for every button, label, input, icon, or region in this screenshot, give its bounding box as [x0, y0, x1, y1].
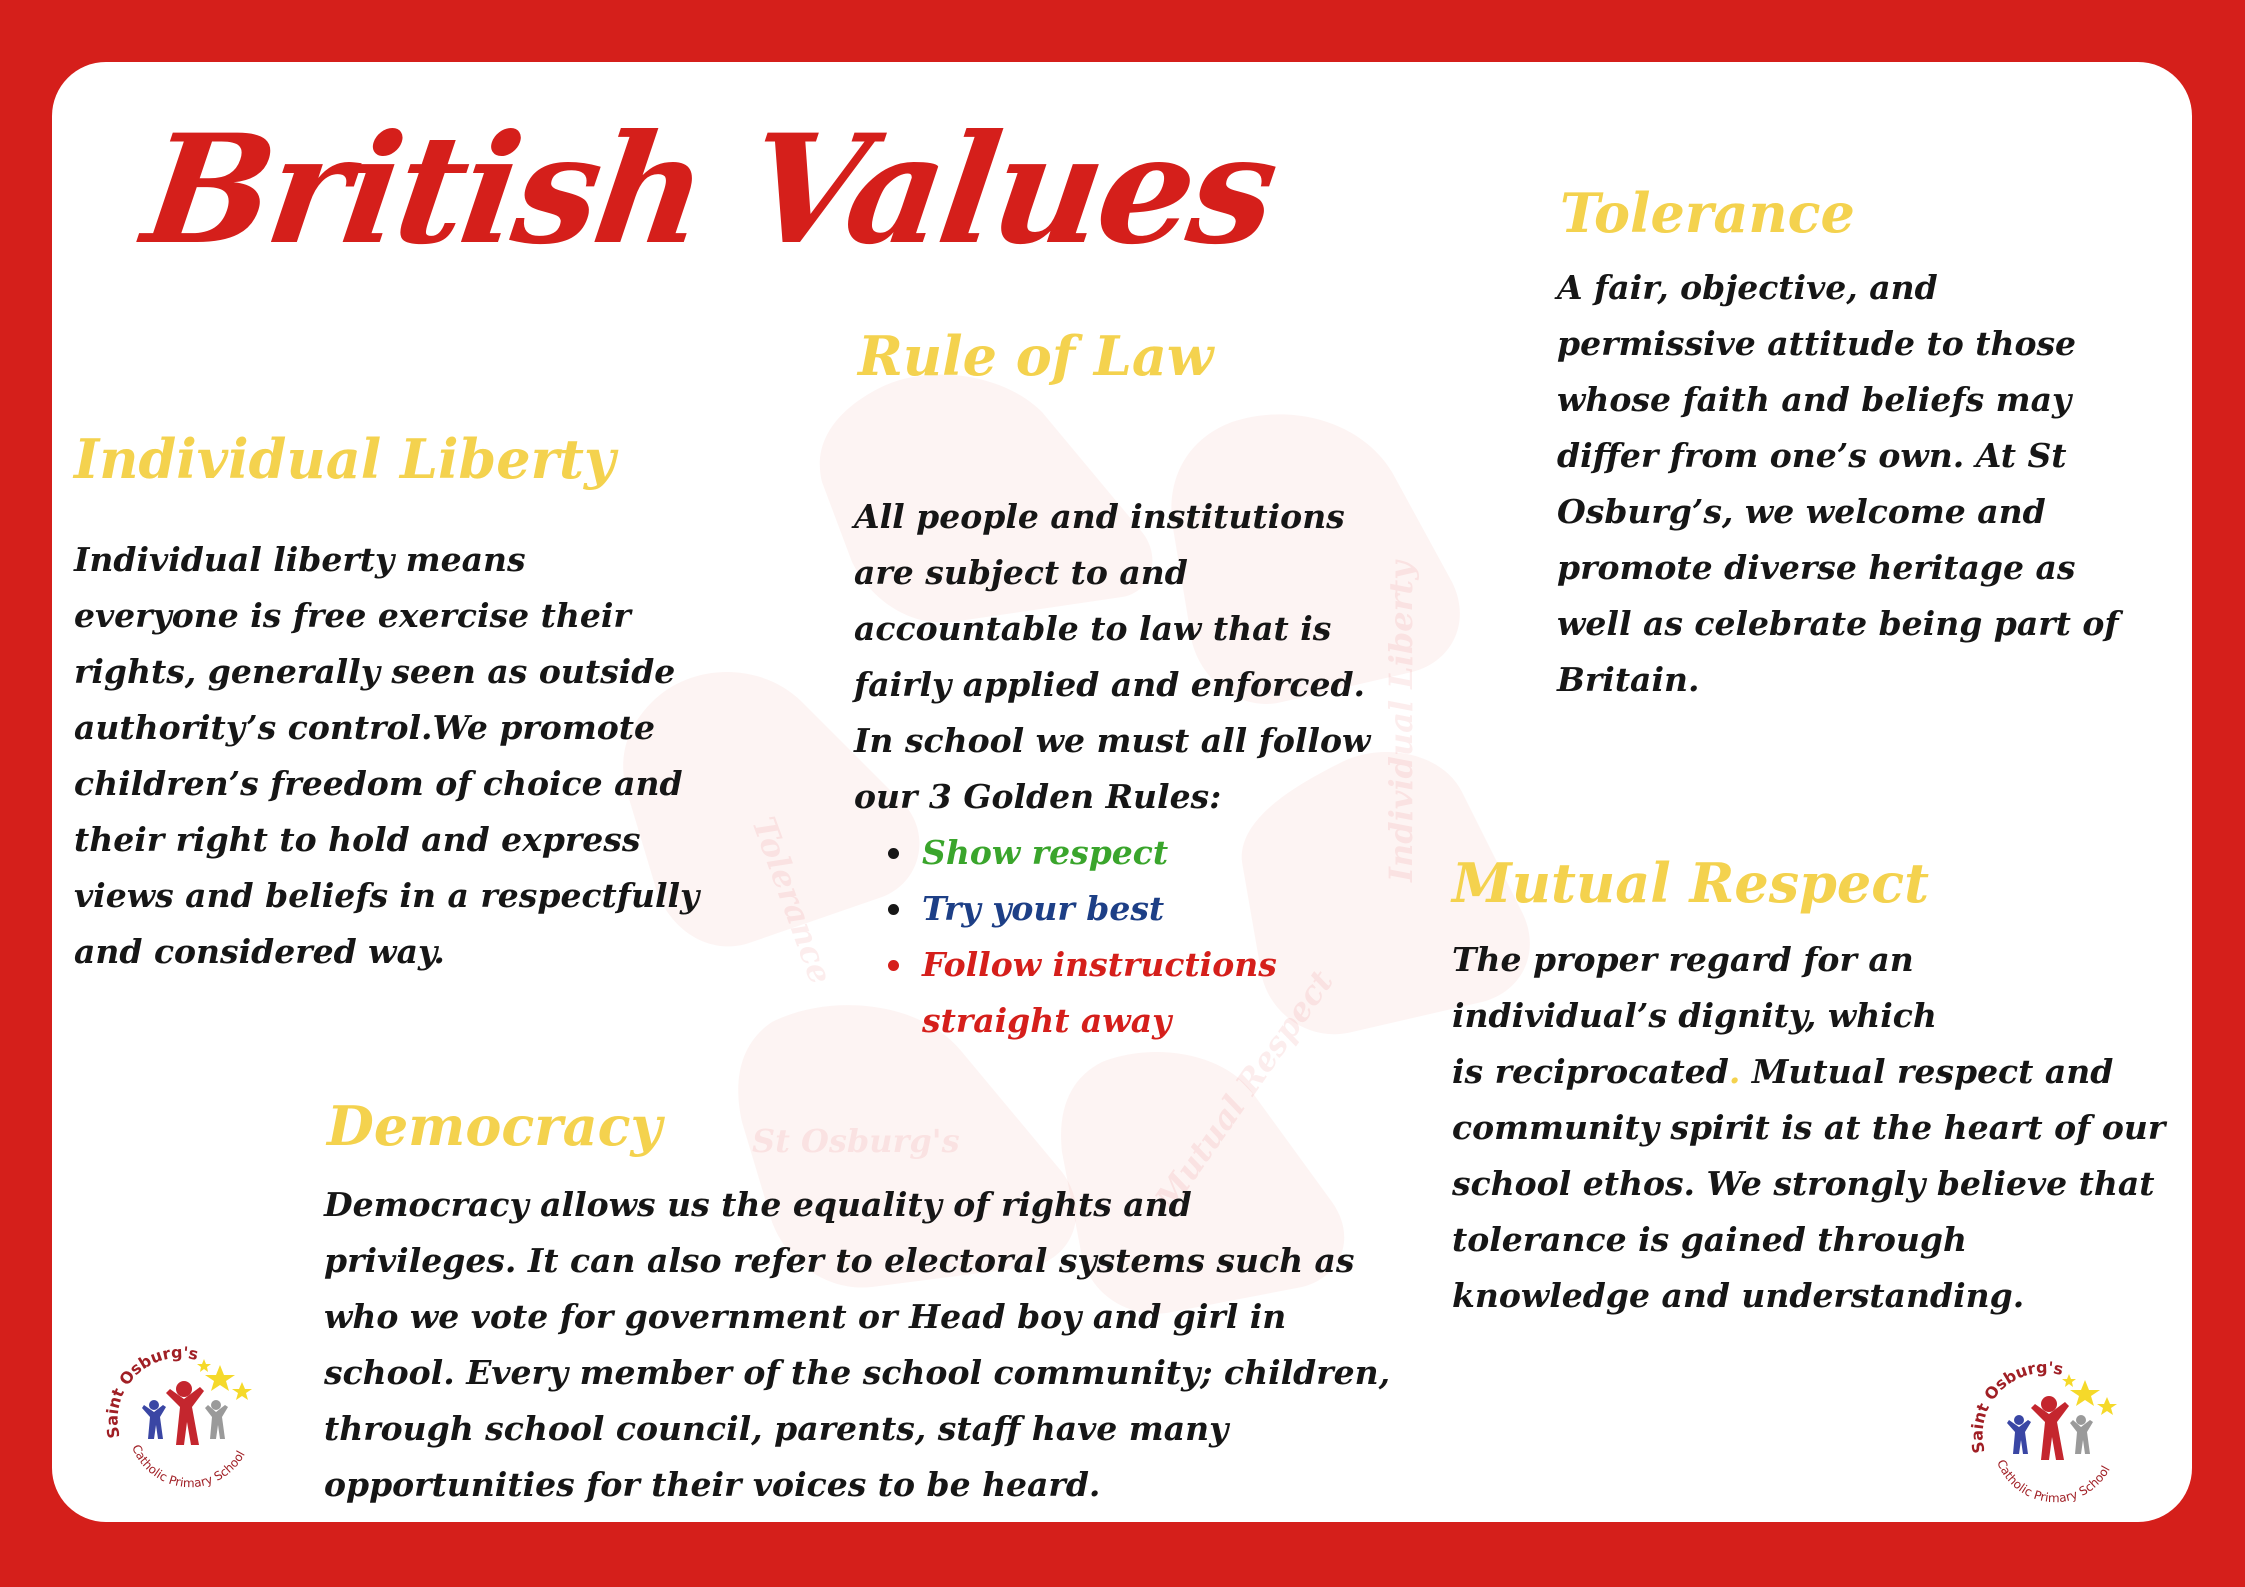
logo-sub-text: Catholic Primary School: [1994, 1457, 2113, 1506]
watermark-word: Individual Liberty: [1382, 561, 1420, 882]
star-icon: [2062, 1374, 2117, 1415]
rule-of-law-heading: Rule of Law: [858, 324, 1214, 388]
svg-text:Catholic Primary School: [1994, 1457, 2113, 1505]
golden-rule-item: Try your best: [854, 881, 1277, 937]
svg-text:Catholic Primary School: [129, 1442, 248, 1490]
golden-rule-item: Follow instructions straight away: [854, 937, 1277, 1049]
mutual-respect-text: The proper regard for an individual’s dignity, which is reciprocated. Mutual respect and community spirit is at the heart of our school ethos. We strongly believe that tolerance is gained through knowledge and understanding.: [1452, 940, 2166, 1315]
school-logo: [1957, 1342, 2137, 1522]
bullet-icon: [888, 848, 899, 859]
bullet-icon: [888, 960, 899, 971]
school-logo: [92, 1327, 272, 1507]
bullet-icon: [888, 904, 899, 915]
watermark-word: Mutual Respect: [1147, 963, 1341, 1217]
democracy-text: Democracy allows us the equality of rights and privileges. It can also refer to electoral systems such as who we vote for government or Head boy and girl in school. Every member of the school community; children, through school council, parents, staff have many opportunities for their voices to be heard.: [324, 1185, 1391, 1504]
figures-icon: [2007, 1396, 2093, 1460]
logo-sub-text: Catholic Primary School: [129, 1442, 248, 1491]
rule-of-law-text: All people and institutions are subject to and accountable to law that is fairly applied and enforced. In school we must all follow our 3 Golden Rules:: [854, 497, 1371, 816]
poster-card: [52, 62, 2192, 1522]
individual-liberty-text: Individual liberty means everyone is free exercise their rights, generally seen as outside authority’s control.We promote children’s freedom of choice and their right to hold and express views and beliefs in a respectfully and considered way.: [74, 540, 700, 971]
figures-icon: [142, 1381, 228, 1445]
logo-name-text: Saint Osburg's: [102, 1342, 201, 1440]
golden-rule-item: Show respect: [854, 825, 1277, 881]
logo-name-text: Saint Osburg's: [1967, 1357, 2066, 1455]
mutual-respect-heading: Mutual Respect: [1452, 851, 1930, 915]
watermark-word: Tolerance: [744, 811, 840, 989]
page-title: British Values: [134, 102, 1284, 278]
watermark-word: St Osburg's: [752, 1122, 960, 1160]
tolerance-heading: Tolerance: [1560, 181, 1855, 245]
individual-liberty-heading: Individual Liberty: [74, 427, 616, 491]
democracy-heading: Democracy: [327, 1094, 662, 1158]
star-icon: [197, 1359, 252, 1400]
golden-rules-list: [854, 825, 1277, 1049]
tolerance-text: A fair, objective, and permissive attitude to those whose faith and beliefs may differ from one’s own. At St Osburg’s, we welcome and promote diverse heritage as well as celebrate being part of Britain.: [1557, 268, 2119, 699]
